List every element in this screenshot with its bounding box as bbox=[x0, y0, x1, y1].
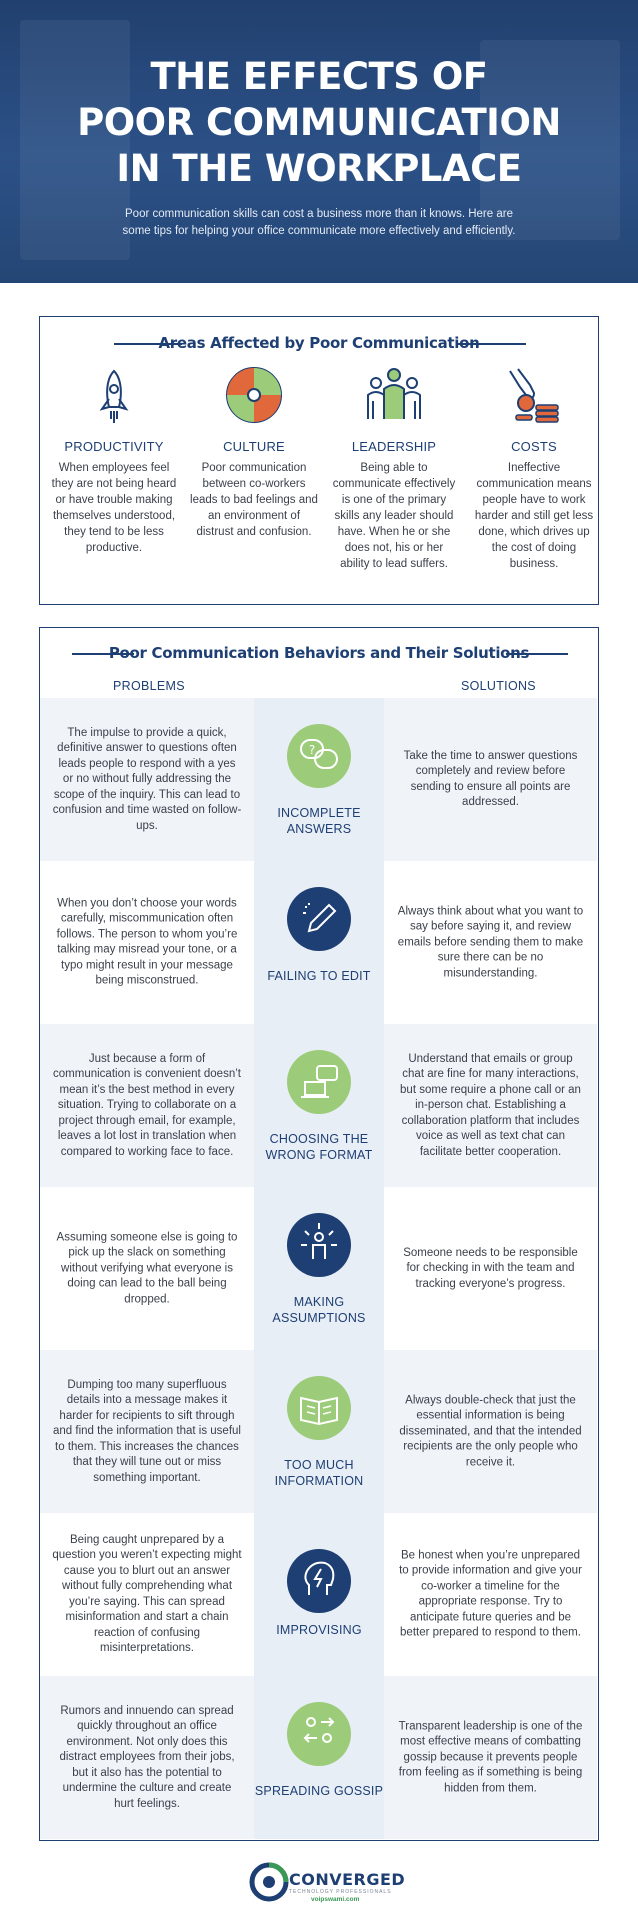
svg-text:?: ? bbox=[308, 743, 316, 757]
behavior-row bbox=[40, 698, 597, 861]
areas-section-title: Areas Affected by Poor Communication bbox=[158, 334, 480, 352]
header-banner bbox=[0, 0, 638, 283]
coins-hand-icon bbox=[504, 365, 564, 425]
solutions-header: SOLUTIONS bbox=[461, 679, 536, 693]
rocket-icon bbox=[84, 365, 144, 425]
problems-header: PROBLEMS bbox=[113, 679, 185, 693]
laptop-chat-icon bbox=[287, 1050, 351, 1114]
problem-text: Being caught unprepared by a question you weren’t expecting might cause you to blurt out an answer without fully comprehending what you’re saying. This can spread misinformation and start a chain reaction of confusing misinterpretations. bbox=[52, 1533, 242, 1654]
people-exchange-icon bbox=[287, 1702, 351, 1766]
behavior-label: TOO MUCH INFORMATION bbox=[274, 1458, 364, 1488]
behavior-label: FAILING TO EDIT bbox=[267, 969, 371, 983]
area-label: PRODUCTIVITY bbox=[64, 439, 164, 454]
area-label: COSTS bbox=[511, 439, 557, 454]
page-subtitle: Poor communication skills can cost a business more than it knows. Here are some tips for helping your office communicate more effectively and efficiently. bbox=[122, 208, 516, 237]
problem-text: The impulse to provide a quick, definitive answer to questions often leads people to respond with a yes or no without fully addressing the scope of the inquiry. This can lead to confusion and time wasted on follow-ups. bbox=[52, 726, 242, 832]
puzzle-icon bbox=[224, 365, 284, 425]
solution-text: Transparent leadership is one of the most effective means of combatting gossip because it prevents people from feeling as if something is being hidden from them. bbox=[398, 1719, 583, 1794]
behavior-label: IMPROVISING bbox=[276, 1623, 362, 1637]
solution-text: Always double-check that just the essential information is being disseminated, and that the intended recipients are the only people who receive it. bbox=[399, 1393, 582, 1468]
area-label: CULTURE bbox=[223, 439, 285, 454]
problem-text: Dumping too many superfluous details into a message makes it harder for recipients to sift through and find the information that is useful to them. This increases the chances that they will tune out or miss something important. bbox=[53, 1378, 241, 1484]
behavior-label: MAKING ASSUMPTIONS bbox=[272, 1295, 366, 1325]
solution-text: Take the time to answer questions completely and review before sending to ensure all points are addressed. bbox=[403, 749, 578, 808]
area-description: Being able to communicate effectively is one of the primary skills any leader should have. When he or she does not, his or her ability to lead suffers. bbox=[332, 462, 456, 570]
problem-text: Assuming someone else is going to pick up the slack on something without verifying what everyone is doing can lead to the ball being dropped. bbox=[56, 1230, 238, 1305]
behavior-row bbox=[40, 1350, 597, 1513]
behaviors-section-title: Poor Communication Behaviors and Their Solutions bbox=[108, 644, 530, 662]
behavior-label: CHOOSING THE WRONG FORMAT bbox=[265, 1132, 373, 1162]
lightning-head-icon bbox=[287, 1549, 351, 1613]
areas-affected-section bbox=[39, 316, 599, 605]
logo-text: CONVERGED bbox=[289, 1870, 406, 1889]
area-productivity bbox=[50, 365, 178, 556]
behavior-row bbox=[40, 861, 597, 1024]
chat-question-icon bbox=[287, 724, 351, 788]
logo-tagline: TECHNOLOGY PROFESSIONALS bbox=[289, 1889, 392, 1895]
area-leadership bbox=[330, 365, 458, 572]
area-description: When employees feel they are not being heard or have trouble making themselves understood, they tend to be less productive. bbox=[51, 462, 177, 554]
logo-mark-icon bbox=[249, 1862, 289, 1906]
solution-text: Always think about what you want to say before saying it, and review emails before sending them to make sure there can be no misunderstanding. bbox=[397, 904, 584, 979]
solution-text: Someone needs to be responsible for checking in with the team and tracking everyone’s progress. bbox=[403, 1246, 578, 1290]
pen-edit-icon bbox=[287, 887, 351, 951]
area-label: LEADERSHIP bbox=[351, 439, 437, 454]
behaviors-section bbox=[39, 627, 599, 1841]
company-logo[interactable] bbox=[249, 1862, 406, 1906]
behavior-row bbox=[40, 1513, 597, 1676]
area-description: Ineffective communication means people have to work harder and still get less done, which drives up the cost of doing business. bbox=[474, 462, 594, 570]
problem-text: Rumors and innuendo can spread quickly throughout an office environment. Not only does this distract employees from their jobs, but it also has the potential to undermine the culture and create hurt feelings. bbox=[59, 1704, 235, 1810]
behavior-label: INCOMPLETE ANSWERS bbox=[277, 806, 361, 836]
solution-text: Be honest when you’re unprepared to provide information and give your co-worker a timeline for the appropriate response. Try to anticipate future queries and be better prepared to respond to them. bbox=[399, 1549, 582, 1639]
team-leader-icon bbox=[364, 365, 424, 425]
solution-text: Understand that emails or group chat are fine for many interactions, but some require a phone call or an in-person chat. Establishing a collaboration platform that includes voice as well as text chat can facilitate better cooperation. bbox=[400, 1052, 581, 1158]
behavior-label: SPREADING GOSSIP bbox=[254, 1784, 384, 1798]
behavior-row bbox=[40, 1187, 597, 1350]
logo-url: voipswami.com bbox=[311, 1896, 360, 1903]
area-description: Poor communication between co-workers leads to bad feelings and an environment of distrust and confusion. bbox=[190, 462, 318, 538]
problem-text: When you don’t choose your words carefully, miscommunication often follows. The person to whom you’re talking may misread your tone, or a typo might result in your message being misconstrued. bbox=[56, 897, 238, 987]
area-culture bbox=[190, 365, 318, 540]
page-title: THE EFFECTS OF POOR COMMUNICATION IN THE WORKPLACE bbox=[77, 55, 561, 190]
open-book-icon bbox=[287, 1376, 351, 1440]
area-costs bbox=[470, 365, 598, 572]
person-arrows-icon bbox=[287, 1213, 351, 1277]
problem-text: Just because a form of communication is convenient doesn’t mean it’s the best method in every situation. Trying to collaborate on a project through email, for example, leaves a lot lost in translation when compared to working face to face. bbox=[53, 1052, 241, 1158]
behavior-row bbox=[40, 1676, 597, 1839]
behavior-row bbox=[40, 1024, 597, 1187]
